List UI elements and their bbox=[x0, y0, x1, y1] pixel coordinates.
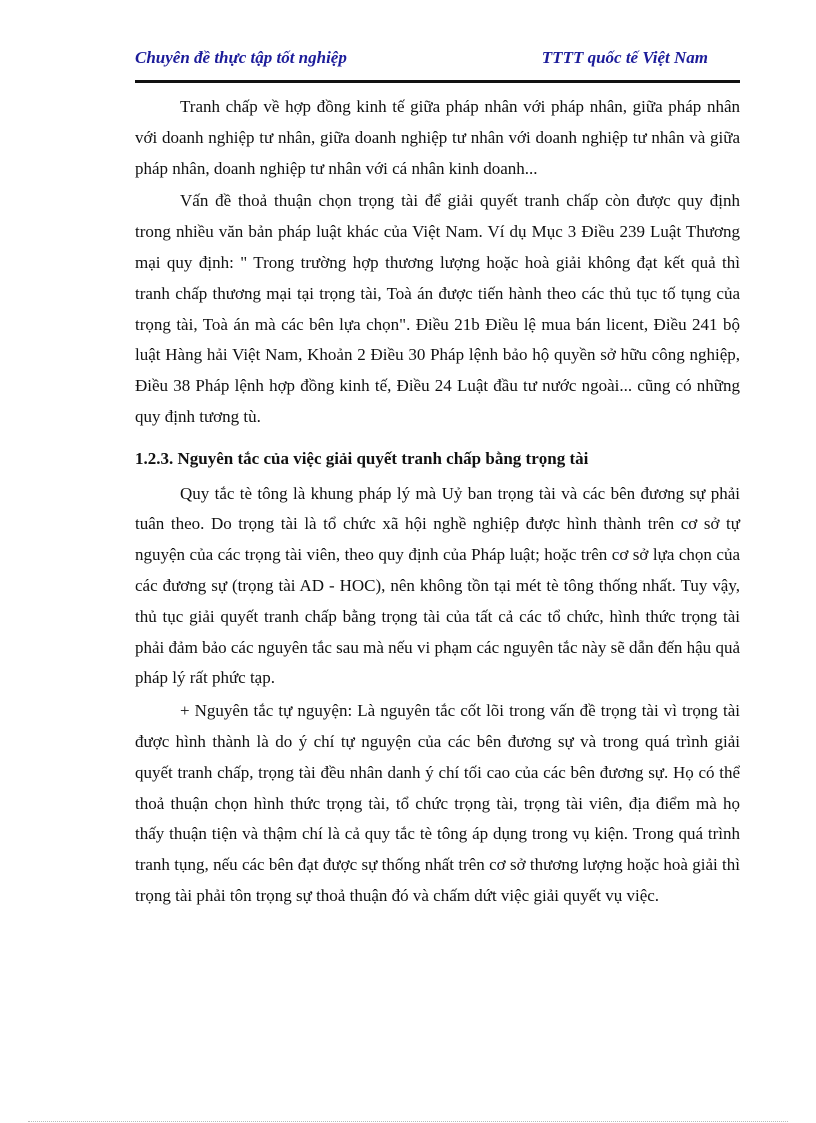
paragraph-voluntary-principle: + Nguyên tắc tự nguyện: Là nguyên tắc cốt lõi trong vấn đề trọng tài vì trọng tài được hình thành là do ý chí tự nguyện của các bên đương sự và trong quá trình giải quyết tranh chấp, trọng tài đều nhân danh ý chí tối cao của các bên đương sự. Họ có thể thoả thuận chọn hình thức trọng tài, tổ chức trọng tài, trọng tài viên, địa điểm mà họ thấy thuận tiện và thậm chí là cả quy tắc tè tông áp dụng trong vụ kiện. Trong quá trình tranh tụng, nếu các bên đạt được sự thống nhất trên cơ sở thương lượng hoặc hoà giải thì trọng tài phải tôn trọng sự thoả thuận đó và chấm dứt việc giải quyết vụ việc. bbox=[135, 701, 740, 905]
section-heading: 1.2.3. Nguyên tắc của việc giải quyết tranh chấp bằng trọng tài bbox=[135, 448, 589, 468]
header-divider bbox=[135, 80, 740, 83]
footer-divider bbox=[28, 1121, 788, 1122]
page-body bbox=[135, 92, 740, 914]
paragraph-procedural-rules: Quy tắc tè tông là khung pháp lý mà Uỷ ban trọng tài và các bên đương sự phải tuân theo. Do trọng tài là tổ chức xã hội nghề nghiệp được hình thành trên cơ sở tự nguyện của các trọng tài viên, theo quy định của Pháp luật; hoặc trên cơ sở lựa chọn của các đương sự (trọng tài AD - HOC), nên không tồn tại mét tè tông thống nhất. Tuy vậy, thủ tục giải quyết tranh chấp bằng trọng tài của tất cả các tổ chức, hình thức trọng tài phải đảm bảo các nguyên tắc sau mà nếu vi phạm các nguyên tắc này sẽ dẫn đến hậu quả pháp lý rất phức tạp. bbox=[135, 483, 740, 688]
header-document-title: Chuyên đề thực tập tốt nghiệp bbox=[135, 48, 347, 67]
paragraph-arbitration-agreement: Vấn đề thoả thuận chọn trọng tài để giải quyết tranh chấp còn được quy định trong nhiều văn bản pháp luật khác của Việt Nam. Ví dụ Mục 3 Điều 239 Luật Thương mại quy định: " Trong trường hợp thương lượng hoặc hoà giải không đạt kết quả thì tranh chấp thương mại tại trọng tài, Toà án được tiến hành theo các thủ tục tố tụng của trọng tài, Toà án mà các bên lựa chọn". Điều 21b Điều lệ mua bán licent, Điều 241 bộ luật Hàng hải Việt Nam, Khoản 2 Điều 30 Pháp lệnh bảo hộ quyền sở hữu công nghiệp, Điều 38 Pháp lệnh hợp đồng kinh tế, Điều 24 Luật đầu tư nước ngoài... cũng có những quy định tương tù. bbox=[135, 191, 740, 426]
paragraph-contract-disputes: Tranh chấp về hợp đồng kinh tế giữa pháp nhân với pháp nhân, giữa pháp nhân với doanh nghiệp tư nhân, giữa doanh nghiệp tư nhân với doanh nghiệp tư nhân và giữa pháp nhân, doanh nghiệp tư nhân với cá nhân kinh doanh... bbox=[135, 97, 740, 178]
header-organization: TTTT quốc tế Việt Nam bbox=[541, 48, 708, 67]
page-header bbox=[135, 48, 740, 72]
